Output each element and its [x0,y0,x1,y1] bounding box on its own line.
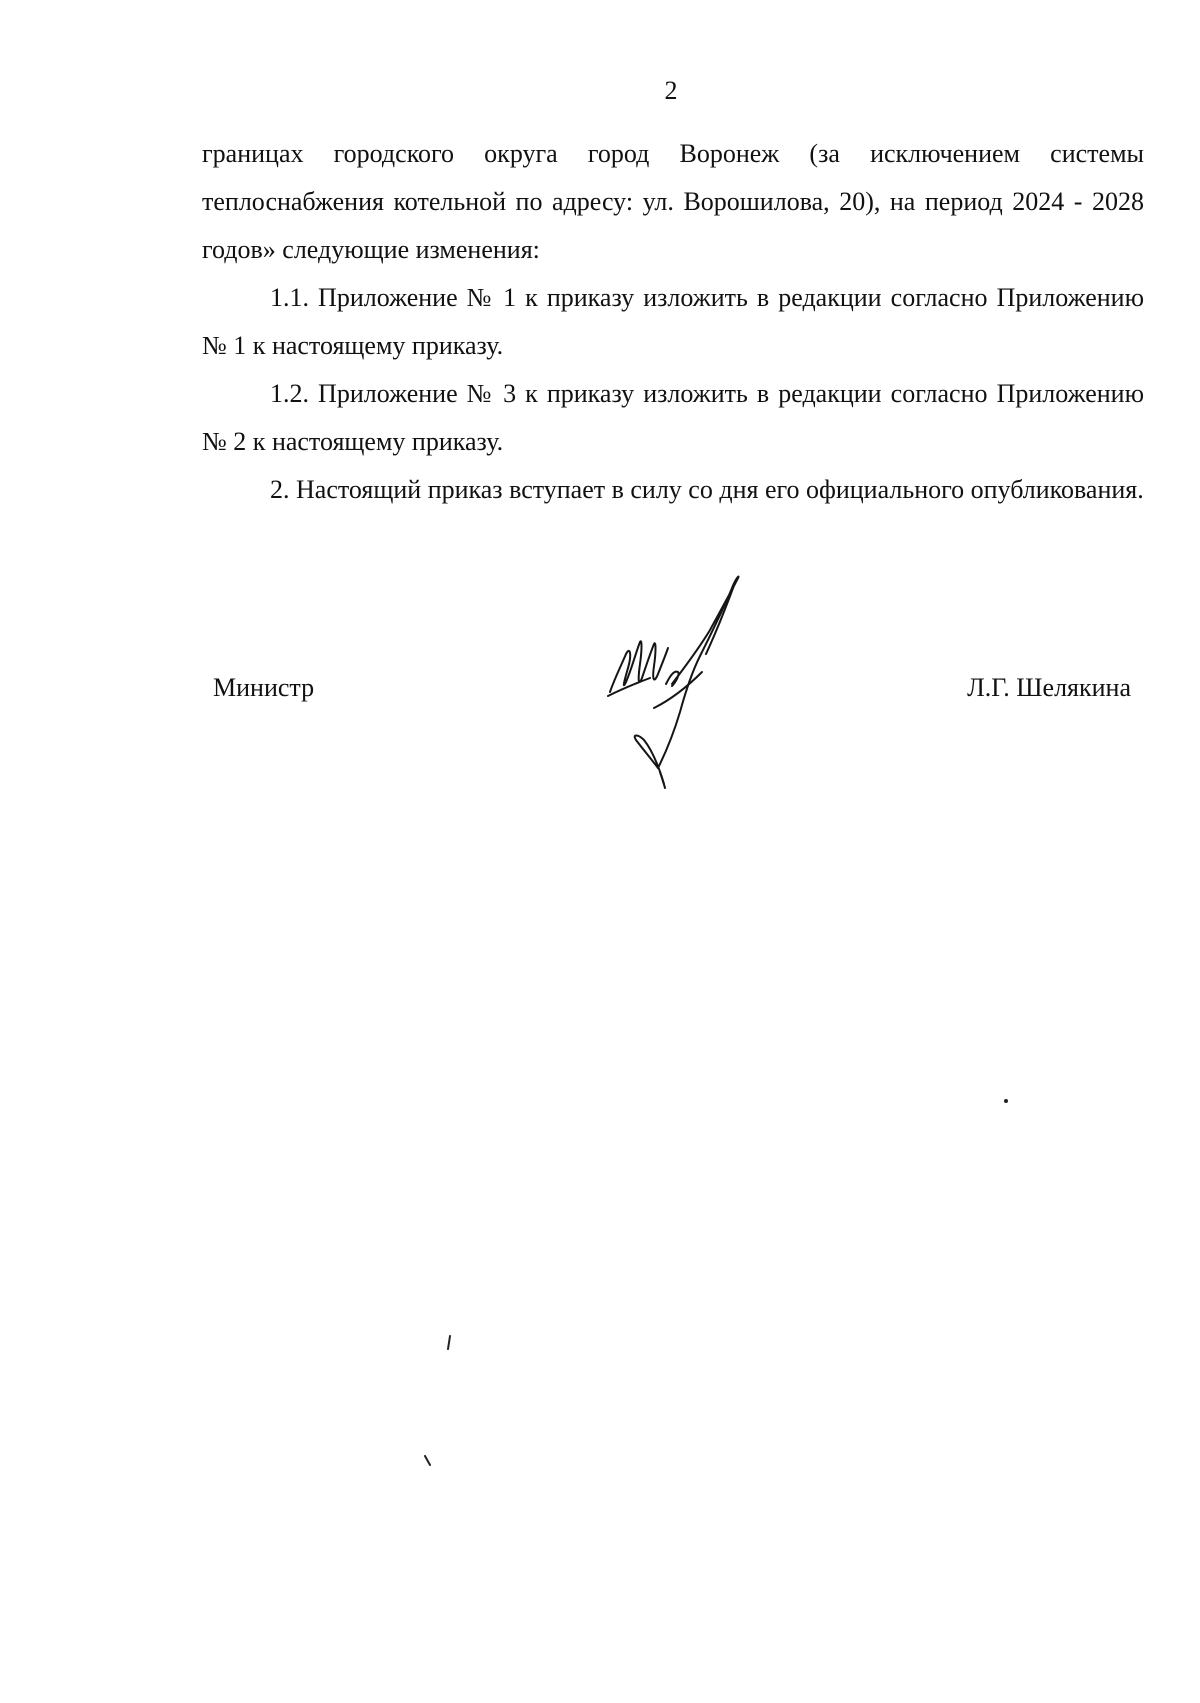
scan-speck [444,1335,454,1351]
paragraph-item-1-1: 1.1. Приложение № 1 к приказу изложить в редакции согласно Приложению № 1 к настоящему приказу. [202,283,1144,360]
paragraph-item-2: 2. Настоящий приказ вступает в силу со дня его официального опубликования. [270,475,1144,504]
handwritten-signature [600,572,760,792]
scan-speck [423,1455,433,1467]
scan-speck [1003,1098,1009,1104]
page-number: 2 [664,76,678,105]
paragraph-item-1-2: 1.2. Приложение № 3 к приказу изложить в редакции согласно Приложению № 2 к настоящему приказу. [202,379,1144,456]
signatory-name: Л.Г. Шелякина [967,673,1131,702]
order-body [202,130,1144,514]
paragraph-continuation: границах городского округа город Воронеж (за исключением системы теплоснабжения котельной по адресу: ул. Ворошилова, 20), на период 2024 - 2028 годов» следующие изменения: [202,139,1144,264]
signatory-title: Министр [213,673,315,702]
